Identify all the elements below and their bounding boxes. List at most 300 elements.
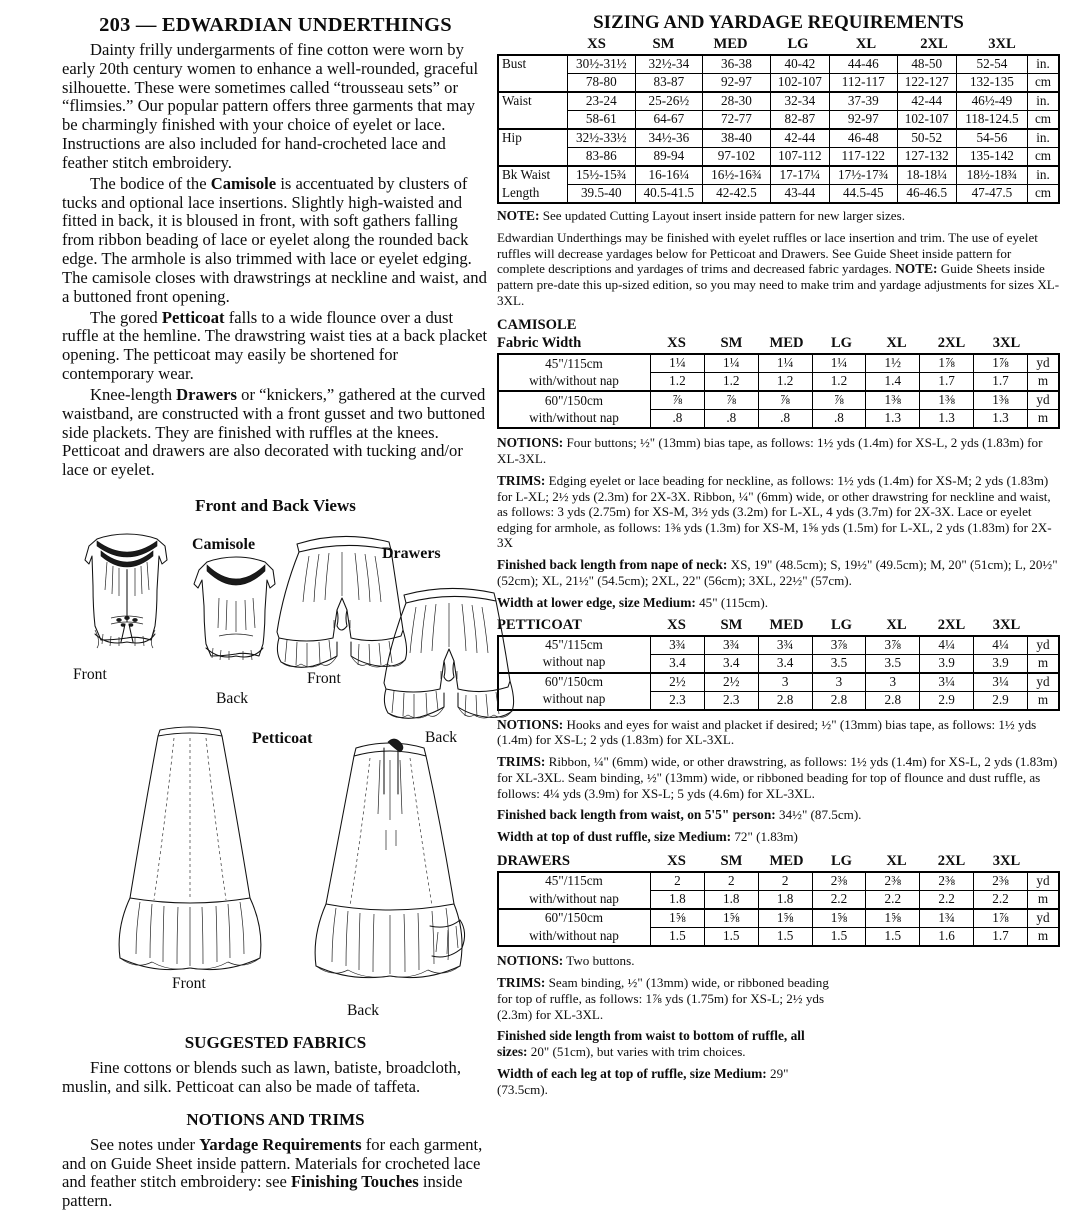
cell: 46-48 xyxy=(830,129,898,148)
width-label: Width at lower edge, size Medium: xyxy=(497,594,696,610)
cell: 44-46 xyxy=(830,55,898,74)
cell: 135-142 xyxy=(956,148,1027,167)
cell: 3¼ xyxy=(920,673,974,692)
cell: 2⅜ xyxy=(920,872,974,891)
cell: 16½-16¾ xyxy=(703,166,771,185)
cell: 1.3 xyxy=(866,410,920,429)
cell: 1⅜ xyxy=(866,391,920,410)
cell: 3.4 xyxy=(651,654,705,673)
row-label-continued xyxy=(498,74,568,93)
drawers-yardage-table xyxy=(497,871,1060,947)
cell: 2.8 xyxy=(812,691,866,710)
camisole-table-body xyxy=(498,354,1059,428)
table-row xyxy=(498,55,1059,74)
cell: 3 xyxy=(812,673,866,692)
row-label-bk-waist-length: Length xyxy=(498,185,568,204)
intro-paragraph-4: Knee-length Drawers or “knickers,” gathered at the curved waistband, are constructed with a front gusset and two buttoned side plackets. They are finished with ruffles at the knees. Petticoat and drawers are also decorated with tucking and/or lace or eyelet. xyxy=(62,384,486,480)
cell: 1⅞ xyxy=(920,354,974,373)
size-header-xl: XL xyxy=(855,36,877,52)
front-and-back-views-heading: Front and Back Views xyxy=(195,496,356,516)
cell: 1⅜ xyxy=(974,391,1028,410)
notions-and-trims-heading: NOTIONS AND TRIMS xyxy=(186,1109,365,1129)
trims-label: TRIMS: xyxy=(497,472,546,488)
cell: 3¾ xyxy=(758,636,812,655)
cell: 1.5 xyxy=(866,928,920,947)
cell: 112-117 xyxy=(830,74,898,93)
cell: 1.5 xyxy=(651,928,705,947)
cell: 1¼ xyxy=(651,354,705,373)
suggested-fabrics-text: Fine cottons or blends such as lawn, batiste, broadcloth, muslin, and silk. Petticoat can also be made of taffeta. xyxy=(62,1058,461,1096)
cell: 30½-31½ xyxy=(568,55,636,74)
cell: 48-50 xyxy=(897,55,956,74)
size-header-lg: LG xyxy=(830,853,853,870)
cell: 3⅞ xyxy=(812,636,866,655)
cell: 3.5 xyxy=(812,654,866,673)
size-header-med: MED xyxy=(769,616,804,633)
cell: ⅞ xyxy=(758,391,812,410)
width-label: Width of each leg at top of ruffle, size Medium: xyxy=(497,1066,767,1082)
table-row xyxy=(498,909,1059,928)
width-label: Width at top of dust ruffle, size Medium: xyxy=(497,829,732,845)
size-header-3xl: 3XL xyxy=(992,335,1021,352)
cell: 1⅞ xyxy=(974,354,1028,373)
cell: 1⅞ xyxy=(974,909,1028,928)
cell: 32-34 xyxy=(770,92,829,111)
size-header-2xl: 2XL xyxy=(937,335,966,352)
cell: 83-86 xyxy=(568,148,636,167)
cell: 1.7 xyxy=(974,373,1028,392)
cell: .8 xyxy=(704,410,758,429)
row-label-hip: Hip xyxy=(498,129,568,148)
cell: 97-102 xyxy=(703,148,771,167)
size-header-med: MED xyxy=(713,36,748,52)
table-row xyxy=(498,691,1059,710)
row-label-continued xyxy=(498,148,568,167)
nap-label: without nap xyxy=(498,654,651,673)
drawers-back-illustration xyxy=(372,577,522,732)
camisole-figure-label: Camisole xyxy=(192,536,256,554)
row-label-continued xyxy=(498,111,568,130)
unit-cell: m xyxy=(1028,373,1060,392)
cell: 47-47.5 xyxy=(956,185,1027,204)
cell: 16-16¼ xyxy=(635,166,703,185)
cell: 18½-18¾ xyxy=(956,166,1027,185)
intro-note-label: NOTE: xyxy=(895,261,938,277)
camisole-trims xyxy=(497,473,1060,551)
cell: 40-42 xyxy=(770,55,829,74)
cell: 1.2 xyxy=(651,373,705,392)
nt-text-1: See notes under xyxy=(90,1134,200,1154)
intro-text-2: Guide Sheets inside pattern pre-date this up-sized edition, so you may need to make trim and yardage adjustments for sizes XL-3XL. xyxy=(497,261,1060,308)
camisole-back-label: Back xyxy=(216,690,249,708)
drawers-bold: Drawers xyxy=(176,384,237,404)
cell: 2 xyxy=(758,872,812,891)
cell: 1½ xyxy=(866,354,920,373)
cell: 2.9 xyxy=(974,691,1028,710)
cell: 1⅝ xyxy=(704,909,758,928)
nap-label: without nap xyxy=(498,691,651,710)
cell: 1.5 xyxy=(812,928,866,947)
petticoat-front-illustration xyxy=(102,722,277,982)
cell: 2.2 xyxy=(866,891,920,910)
cell: 23-24 xyxy=(568,92,636,111)
size-header-xs: XS xyxy=(667,853,686,870)
cell: 1¼ xyxy=(758,354,812,373)
trims-label: TRIMS: xyxy=(497,754,546,770)
cell: 2.9 xyxy=(920,691,974,710)
cell: 42-44 xyxy=(770,129,829,148)
intro-paragraph-3: The gored Petticoat falls to a wide flounce over a dust ruffle at the hemline. The drawstring waist ties at a back placket opening. The petticoat may easily be shortened for contemporary wear. xyxy=(62,307,488,384)
fabric-width-45: 45"/115cm xyxy=(498,872,651,891)
paragraph-text: Dainty frilly undergarments of fine cotton were worn by early 20th century women to enhance a well-rounded, graceful silhouette. These were sometimes called “trousseau sets” or “flimsies.” Our popular pattern offers three garments that may be charmingly finished with your choice of eyelet or lace. Instructions are also included for hand-crocheted lace and feather stitch embroidery. xyxy=(62,40,479,172)
cell: 1.8 xyxy=(758,891,812,910)
cell: 1.5 xyxy=(704,928,758,947)
cell: 3.9 xyxy=(974,654,1028,673)
drawers-section-title: DRAWERS xyxy=(497,853,570,870)
size-header-3xl: 3XL xyxy=(988,36,1016,52)
cell: 2⅜ xyxy=(974,872,1028,891)
cell: 1⅜ xyxy=(920,391,974,410)
cell: 78-80 xyxy=(568,74,636,93)
cell: 25-26½ xyxy=(635,92,703,111)
drawers-width xyxy=(497,1066,837,1098)
petticoat-finished-length xyxy=(497,807,1060,823)
finished-text: XS, 19" (48.5cm); S, 19½" (49.5cm); M, 20" (51cm); L, 20½" (52cm); XL, 21½" (54.5cm); 2XL, 22" (56cm); 3XL, 22½" (57cm). xyxy=(497,557,1058,588)
cell: 17-17¼ xyxy=(770,166,829,185)
size-header-sm: SM xyxy=(720,335,743,352)
camisole-yardage-table xyxy=(497,353,1060,429)
petticoat-yardage-table xyxy=(497,635,1060,711)
width-text: 45" (115cm). xyxy=(695,594,768,610)
cell: 3¾ xyxy=(651,636,705,655)
cell: 17½-17¾ xyxy=(830,166,898,185)
fabric-width-60: 60"/150cm xyxy=(498,909,651,928)
unit-cell: m xyxy=(1028,410,1060,429)
cell: 2.2 xyxy=(974,891,1028,910)
unit-cell: yd xyxy=(1028,872,1060,891)
petticoat-width xyxy=(497,829,1060,845)
cell: 3⅞ xyxy=(866,636,920,655)
unit-cell: cm xyxy=(1028,185,1060,204)
cell: 3.9 xyxy=(920,654,974,673)
note-text: See updated Cutting Layout insert inside pattern for new larger sizes. xyxy=(539,208,905,223)
cell: 3.5 xyxy=(866,654,920,673)
unit-cell: m xyxy=(1028,691,1060,710)
right-column xyxy=(497,6,1070,1118)
nt-text-3: inside pattern. xyxy=(62,1172,463,1211)
trims-text: Edging eyelet or lace beading for neckline, as follows: 1½ yds (1.4m) for XS-M; 2 yds (1.83m) for L-XL; 2½ yds (2.3m) for 2X-3X. Ribbon, ¼" (6mm) wide, or other drawstring for neckline and waist, as follows: 3 yds (2.75m) for XS-M, 3½ yds (3.2m) for L-XL, 4 yds (3.7m) for 2X-3X. Lace or eyelet edging for armhole, as follows: 1⅜ yds (1.3m) for XS-M, 1⅝ yds (1.5m) for L-XL, 2 yds (1.83m) for 2X-3X xyxy=(497,472,1052,551)
finished-text: 34½" (87.5cm). xyxy=(775,807,862,823)
cell: 2.8 xyxy=(758,691,812,710)
cell: 3.4 xyxy=(704,654,758,673)
cell: 3¼ xyxy=(974,673,1028,692)
cell: 2 xyxy=(704,872,758,891)
cell: 1.3 xyxy=(974,410,1028,429)
cell: 2.3 xyxy=(651,691,705,710)
cell: 2⅜ xyxy=(866,872,920,891)
cell: 122-127 xyxy=(897,74,956,93)
intro-paragraph-2: The bodice of the Camisole is accentuated by clusters of tucks and optional lace insertions. Slightly high-waisted and fitted in back, it is bloused in front, with soft gathers falling from ribbon beading of lace or eyelet along the rounded back edge. The armhole is also trimmed with lace or eyelet edging. The camisole closes with drawstrings at neckline and waist, and a buttoned front opening. xyxy=(62,173,487,306)
note-cutting-layout xyxy=(497,208,1060,224)
cell: 18-18¼ xyxy=(897,166,956,185)
cell: 43-44 xyxy=(770,185,829,204)
cell: 1.3 xyxy=(920,410,974,429)
size-header-lg: LG xyxy=(830,335,853,352)
cell: 102-107 xyxy=(897,111,956,130)
sizing-table-body xyxy=(498,55,1059,203)
unit-cell: yd xyxy=(1028,909,1060,928)
cell: 1.7 xyxy=(974,928,1028,947)
size-header-med: MED xyxy=(769,335,804,352)
nt-bold-2: Finishing Touches xyxy=(291,1172,419,1192)
cell: 82-87 xyxy=(770,111,829,130)
unit-cell: m xyxy=(1028,891,1060,910)
cell: 1¼ xyxy=(812,354,866,373)
sizing-yardage-title: SIZING AND YARDAGE REQUIREMENTS xyxy=(593,12,964,33)
size-header-3xl: 3XL xyxy=(992,616,1021,633)
sizing-table-size-header xyxy=(497,36,1060,53)
table-row xyxy=(498,673,1059,692)
cell: 1¾ xyxy=(920,909,974,928)
row-label-bust: Bust xyxy=(498,55,568,74)
sizing-table xyxy=(497,54,1060,204)
table-row xyxy=(498,891,1059,910)
size-header-med: MED xyxy=(769,853,804,870)
unit-cell: yd xyxy=(1028,636,1060,655)
petticoat-notions xyxy=(497,717,1060,749)
unit-cell: cm xyxy=(1028,74,1060,93)
intro-note-paragraph xyxy=(497,230,1060,308)
notions-text: Hooks and eyes for waist and placket if desired; ½" (13mm) bias tape, as follows: 1½ yds (1.4m) for XS-L; 2 yds (1.83m) for XL-3XL. xyxy=(497,716,1037,748)
table-row xyxy=(498,166,1059,185)
camisole-notions xyxy=(497,435,1060,467)
finished-label: Finished side length from waist to bottom of ruffle, all sizes: xyxy=(497,1028,805,1060)
cell: 1.7 xyxy=(920,373,974,392)
size-header-sm: SM xyxy=(720,853,743,870)
unit-cell: in. xyxy=(1028,166,1060,185)
intro-paragraph-1 xyxy=(62,41,489,173)
table-row xyxy=(498,74,1059,93)
cell: 54-56 xyxy=(956,129,1027,148)
size-header-xl: XL xyxy=(886,853,907,870)
cell: 3¾ xyxy=(704,636,758,655)
finished-label: Finished back length from nape of neck: xyxy=(497,557,728,573)
cell: 2 xyxy=(651,872,705,891)
cell: 1¼ xyxy=(704,354,758,373)
camisole-bold: Camisole xyxy=(210,173,277,193)
table-row xyxy=(498,148,1059,167)
drawers-back-label: Back xyxy=(425,729,458,747)
petticoat-front-label: Front xyxy=(172,975,206,993)
cell: 2½ xyxy=(704,673,758,692)
table-row xyxy=(498,410,1059,429)
table-row xyxy=(498,636,1059,655)
notions-label: NOTIONS: xyxy=(497,716,564,732)
notions-label: NOTIONS: xyxy=(497,953,564,969)
garment-illustrations xyxy=(62,522,489,1020)
cell: 1.5 xyxy=(758,928,812,947)
drawers-figure-label: Drawers xyxy=(382,545,441,563)
fabric-width-60: 60"/150cm xyxy=(498,391,651,410)
row-label-waist: Waist xyxy=(498,92,568,111)
drawers-trims xyxy=(497,975,837,1022)
petticoat-figure-label: Petticoat xyxy=(252,730,313,748)
cell: 2.2 xyxy=(920,891,974,910)
cell: 32½-33½ xyxy=(568,129,636,148)
cell: 1⅝ xyxy=(651,909,705,928)
camisole-finished-length xyxy=(497,557,1060,589)
cell: 34½-36 xyxy=(635,129,703,148)
drawers-front-label: Front xyxy=(307,670,341,688)
notions-label: NOTIONS: xyxy=(497,435,564,451)
cell: 118-124.5 xyxy=(956,111,1027,130)
size-header-lg: LG xyxy=(830,616,853,633)
cell: ⅞ xyxy=(812,391,866,410)
cell: 2.8 xyxy=(866,691,920,710)
size-header-2xl: 2XL xyxy=(937,616,966,633)
cell: 46-46.5 xyxy=(897,185,956,204)
size-header-xs: XS xyxy=(587,36,606,52)
cell: 127-132 xyxy=(897,148,956,167)
table-row xyxy=(498,92,1059,111)
cell: 2⅜ xyxy=(812,872,866,891)
drawers-table-body xyxy=(498,872,1059,946)
cell: 36-38 xyxy=(703,55,771,74)
cell: 92-97 xyxy=(703,74,771,93)
cell: 92-97 xyxy=(830,111,898,130)
cell: 64-67 xyxy=(635,111,703,130)
fabric-width-label: Fabric Width xyxy=(497,335,582,352)
table-row xyxy=(498,654,1059,673)
cell: 39.5-40 xyxy=(568,185,636,204)
cell: 46½-49 xyxy=(956,92,1027,111)
cell: 1.2 xyxy=(704,373,758,392)
cell: 58-61 xyxy=(568,111,636,130)
cell: 42-44 xyxy=(897,92,956,111)
camisole-front-label: Front xyxy=(73,666,107,684)
size-header-sm: SM xyxy=(652,36,675,52)
cell: 1.6 xyxy=(920,928,974,947)
unit-cell: m xyxy=(1028,654,1060,673)
cell: 1.2 xyxy=(758,373,812,392)
note-label: NOTE: xyxy=(497,208,540,223)
cell: 1.8 xyxy=(704,891,758,910)
notions-and-trims-text xyxy=(62,1136,489,1211)
cell: 2½ xyxy=(651,673,705,692)
cell: .8 xyxy=(812,410,866,429)
table-row xyxy=(498,129,1059,148)
cell: 52-54 xyxy=(956,55,1027,74)
drawers-notions xyxy=(497,953,1060,969)
petticoat-size-header xyxy=(497,617,1060,634)
unit-cell: in. xyxy=(1028,129,1060,148)
cell: 1.8 xyxy=(651,891,705,910)
cell: 28-30 xyxy=(703,92,771,111)
cell: 132-135 xyxy=(956,74,1027,93)
cell: 89-94 xyxy=(635,148,703,167)
nap-label: with/without nap xyxy=(498,891,651,910)
cell: 1.2 xyxy=(812,373,866,392)
cell: 4¼ xyxy=(920,636,974,655)
cell: 3 xyxy=(866,673,920,692)
size-header-lg: LG xyxy=(787,36,809,52)
nt-bold-1: Yardage Requirements xyxy=(199,1134,362,1154)
cell: 1⅝ xyxy=(812,909,866,928)
row-label-bk-waist: Bk Waist xyxy=(498,166,568,185)
camisole-size-header xyxy=(497,335,1060,352)
cell: 42-42.5 xyxy=(703,185,771,204)
unit-cell: cm xyxy=(1028,111,1060,130)
unit-cell: cm xyxy=(1028,148,1060,167)
cell: 4¼ xyxy=(974,636,1028,655)
fabric-width-45: 45"/115cm xyxy=(498,354,651,373)
cell: 1⅝ xyxy=(866,909,920,928)
intro-text-1: Edwardian Underthings may be finished with eyelet ruffles or lace insertion and trim. The use of eyelet ruffles will decrease yardages below for Petticoat and Drawers. See Guide Sheet inside pattern for complete descriptions and yardages of trims and decreased fabric yardages. xyxy=(497,229,1038,277)
finished-label: Finished back length from waist, on 5'5" person: xyxy=(497,807,776,823)
drawers-finished-length xyxy=(497,1028,837,1060)
table-row xyxy=(498,111,1059,130)
width-text: 29" (73.5cm). xyxy=(497,1066,789,1097)
unit-cell: m xyxy=(1028,928,1060,947)
unit-cell: in. xyxy=(1028,92,1060,111)
cell: .8 xyxy=(651,410,705,429)
cell: 15½-15¾ xyxy=(568,166,636,185)
trims-text: Ribbon, ¼" (6mm) wide, or other drawstring, as follows: 1½ yds (1.4m) for XS-L, 2 yds (1.83m) for XL-3XL. Seam binding, ½" (13mm) wide, or ribboned beading for top of flounce and dust ruffle, as follows: 4¼ yds (3.9m) for XS-L; 5 yds (4.6m) for XL-3XL. xyxy=(497,754,1058,801)
table-row xyxy=(498,373,1059,392)
table-row xyxy=(498,354,1059,373)
table-row xyxy=(498,928,1059,947)
cell: 38-40 xyxy=(703,129,771,148)
size-header-xs: XS xyxy=(667,616,686,633)
size-header-xl: XL xyxy=(886,616,907,633)
nap-label: with/without nap xyxy=(498,373,651,392)
cell: 32½-34 xyxy=(635,55,703,74)
cell: 72-77 xyxy=(703,111,771,130)
table-row xyxy=(498,872,1059,891)
petticoat-bold: Petticoat xyxy=(161,307,225,327)
size-header-xs: XS xyxy=(667,335,686,352)
petticoat-back-illustration xyxy=(302,734,482,994)
cell: ⅞ xyxy=(704,391,758,410)
nap-label: with/without nap xyxy=(498,928,651,947)
unit-cell: yd xyxy=(1028,354,1060,373)
cell: 50-52 xyxy=(897,129,956,148)
trims-label: TRIMS: xyxy=(497,975,546,990)
cell: 44.5-45 xyxy=(830,185,898,204)
unit-cell: yd xyxy=(1028,391,1060,410)
petticoat-back-label: Back xyxy=(347,1002,380,1020)
size-header-2xl: 2XL xyxy=(920,36,948,52)
camisole-width xyxy=(497,595,1060,611)
cell: 117-122 xyxy=(830,148,898,167)
cell: 1.4 xyxy=(866,373,920,392)
nap-label: with/without nap xyxy=(498,410,651,429)
petticoat-table-body xyxy=(498,636,1059,710)
unit-cell: yd xyxy=(1028,673,1060,692)
cell: 107-112 xyxy=(770,148,829,167)
cell: 2.3 xyxy=(704,691,758,710)
suggested-fabrics-heading: SUGGESTED FABRICS xyxy=(184,1033,367,1053)
fabric-width-45: 45"/115cm xyxy=(498,636,651,655)
page-title: 203 — EDWARDIAN UNDERTHINGS xyxy=(99,14,452,36)
fabric-width-60: 60"/150cm xyxy=(498,673,651,692)
drawers-size-header xyxy=(497,853,1060,870)
cell: 83-87 xyxy=(635,74,703,93)
cell: 1⅝ xyxy=(758,909,812,928)
cell: 3 xyxy=(758,673,812,692)
camisole-section-title: CAMISOLE xyxy=(497,317,577,334)
petticoat-trims xyxy=(497,754,1060,801)
